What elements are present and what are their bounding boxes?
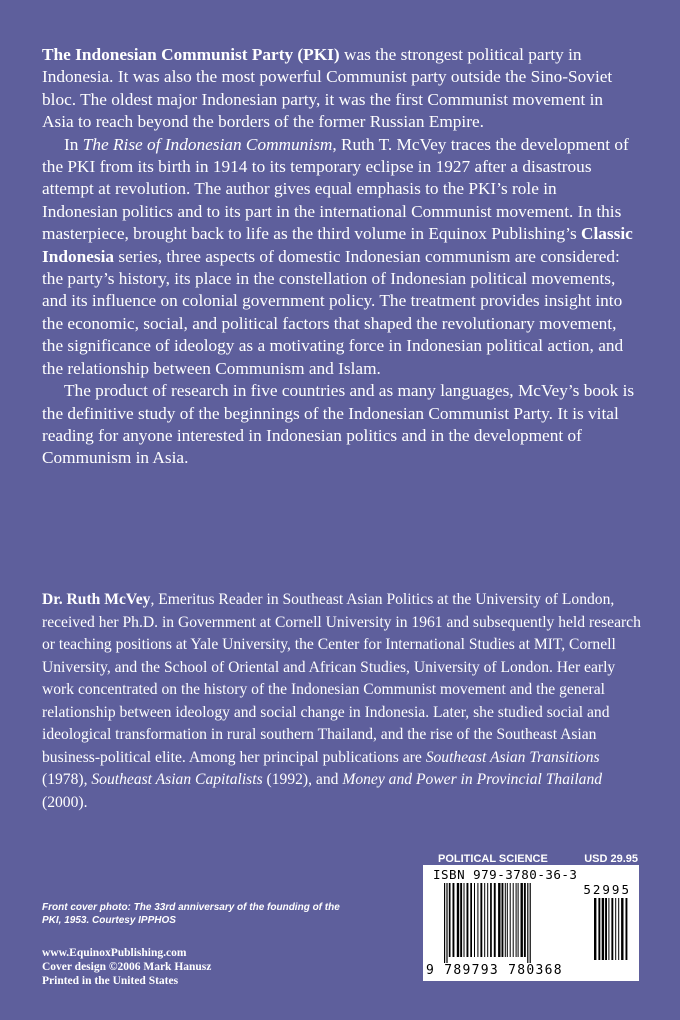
barcode-bar: [615, 898, 616, 960]
publisher-website: www.EquinoxPublishing.com: [42, 947, 187, 959]
barcode-bar: [487, 883, 488, 957]
barcode-bar: [605, 898, 607, 960]
party-name: The Indonesian Communist Party (PKI): [42, 45, 340, 64]
barcode-bar: [507, 883, 508, 957]
barcode-bar: [453, 883, 455, 957]
barcode-bar: [510, 883, 511, 957]
blurb-paragraph-2: In The Rise of Indonesian Communism, Ruth T. McVey traces the development of the PKI from its birth in 1914 to its temporary eclipse in 1927 after a disastrous attempt at revolution. The author gives equal emphasis to the PKI’s role in Indonesian politics and to its part in the international Communist movement. In this masterpiece, brought back to life as the third volume in Equinox Publishing’s Classic Indonesia series, three aspects of domestic Indonesian communism are considered: the party’s history, its place in the constellation of Indonesian political movements, and its influence on colonial government policy. The treatment provides insight into the economic, social, and political factors that shaped the revolutionary movement, the significance of ideology as a motivating force in Indonesian political action, and the relationship between Communism and Islam.: [42, 134, 633, 378]
barcode-bar: [490, 883, 492, 957]
publisher-credits: [42, 946, 382, 988]
barcode-header: [438, 852, 638, 866]
barcode-bar: [521, 883, 523, 957]
barcode-bar: [444, 883, 445, 963]
blurb-paragraph-3: The product of research in five countries and as many languages, McVey’s book is the definitive study of the beginnings of the Indonesian Communist Party. It is vital reading for anyone interested in Indonesian politics and in the development of Communism in Asia.: [42, 381, 635, 468]
isbn-number: ISBN 979-3780-36-3: [433, 867, 578, 882]
publication-title: Money and Power in Provincial Thailand: [342, 771, 603, 788]
isbn-barcode: [423, 865, 639, 981]
barcode-bar: [530, 883, 531, 963]
author-name: Dr. Ruth McVey: [42, 591, 151, 608]
ean-barcode-bars: [443, 883, 583, 963]
publication-title: Southeast Asian Transitions: [425, 748, 600, 766]
barcode-bar: [474, 883, 475, 957]
barcode-bar: [467, 883, 469, 957]
book-title: The Rise of Indonesian Communism: [82, 134, 333, 154]
price-addon-number: 52995: [583, 882, 631, 897]
addon-barcode-bars: [593, 898, 633, 960]
barcode-bar: [457, 883, 459, 957]
barcode-bar: [611, 898, 613, 960]
barcode-bar: [513, 883, 514, 957]
barcode-bar: [460, 883, 462, 957]
author-bio: [42, 589, 642, 814]
ean-number: 9 789793 780368: [426, 963, 563, 978]
barcode-bar: [626, 898, 628, 960]
barcode-bar: [449, 883, 451, 957]
barcode-bar: [618, 898, 619, 960]
barcode-bar: [621, 898, 623, 960]
blurb-paragraph-1: The Indonesian Communist Party (PKI) was the strongest political party in Indonesia. It was also the most powerful Communist party outside the Sino-Soviet bloc. The oldest major Indonesian party, it was the first Communist movement in Asia to reach beyond the borders of the former Russian Empire.: [42, 45, 613, 132]
cover-design-credit: Cover design ©2006 Mark Hanusz: [42, 961, 212, 973]
barcode-bar: [498, 883, 500, 957]
barcode-bar: [494, 883, 496, 957]
barcode-bar: [470, 883, 472, 957]
barcode-bar: [446, 883, 447, 963]
barcode-bar: [502, 883, 504, 957]
barcode-bar: [477, 883, 478, 957]
barcode-bar: [602, 898, 604, 960]
barcode-bar: [608, 898, 609, 960]
price-label: USD 29.95: [584, 853, 638, 865]
publication-title: Southeast Asian Capitalists: [91, 771, 263, 788]
cover-photo-credit: Front cover photo: The 33rd anniversary of the founding of the PKI, 1953. Courtesy IPPHOS: [42, 902, 340, 926]
subject-category: POLITICAL SCIENCE: [438, 853, 548, 865]
barcode-bar: [484, 883, 485, 957]
barcode-bar: [527, 883, 528, 963]
barcode-bar: [524, 883, 526, 957]
barcode-bar: [594, 898, 596, 960]
printed-location: Printed in the United States: [42, 975, 179, 987]
barcode-bar: [464, 883, 465, 957]
series-name: Classic Indonesia: [42, 224, 633, 266]
back-cover-blurb: [42, 44, 636, 470]
barcode-bar: [480, 883, 482, 957]
barcode-bar: [516, 883, 517, 957]
barcode-bar: [598, 898, 600, 960]
barcode-bar: [505, 883, 506, 957]
barcode-bar: [518, 883, 519, 957]
author-bio-paragraph: Dr. Ruth McVey, Emeritus Reader in Southeast Asian Politics at the University of London, received her Ph.D. in Government at Cornell University in 1961 and subsequently held research or teaching positions at Yale University, the Center for International Studies at MIT, Cornell University, and the School of Oriental and African Studies, University of London. Her early work concentrated on the history of the Indonesian Communist movement and the general relationship between ideology and social change in Indonesia. Later, she studied social and ideological transformation in rural southern Thailand, and the rise of the Southeast Asian business-political elite. Among her principal publications are Southeast Asian Transitions (1978), Southeast Asian Capitalists (1992), and Money and Power in Provincial Thailand (2000).: [42, 591, 641, 811]
